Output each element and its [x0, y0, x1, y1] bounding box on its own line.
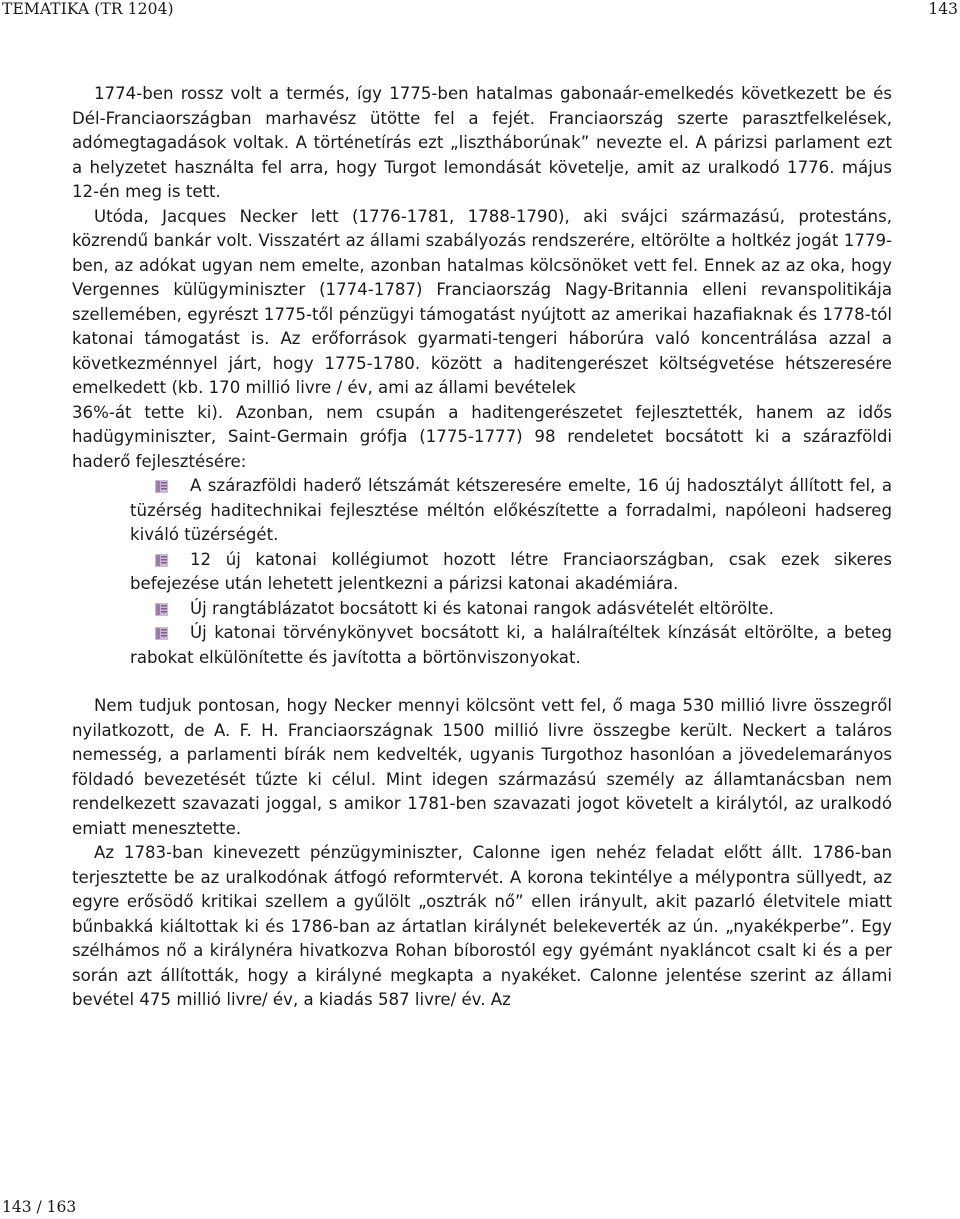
page-counter: 143 / 163: [2, 1198, 77, 1216]
list-item: [72, 597, 892, 622]
section-necker-calonne: [72, 694, 892, 1013]
list-item: [72, 474, 892, 548]
list-item-text: A szárazföldi haderő létszámát kétszeresére emelte, 16 új hadosztályt állított fel, a tüzérség haditechnikai fejlesztése méltón előkészítette a forradalmi, napóleoni hadsereg kiváló tüzérségét.: [130, 476, 892, 544]
list-item-text: Új rangtáblázatot bocsátott ki és katonai rangok adásvételét eltörölte.: [190, 598, 774, 618]
book-bullet-icon: [154, 602, 169, 617]
paragraph-3: 36%-át tette ki). Azonban, nem csupán a haditengerészetet fejlesztették, hanem az idős hadügyminiszter, Saint-Germain grófja (1775-1777) 98 rendeletet bocsátott ki a szárazföldi haderő fejlesztésére:: [72, 402, 892, 471]
list-item-text: Új katonai törvénykönyvet bocsátott ki, a halálraítéltek kínzását eltörölte, a beteg rabokat elkülönítette és javította a börtönviszonyokat.: [130, 623, 892, 667]
list-item-text: 12 új katonai kollégiumot hozott létre Franciaországban, csak ezek sikeres befejezése után lehetett jelentkezni a párizsi katonai akadémiára.: [130, 549, 892, 593]
document-header-title: TEMATIKA (TR 1204): [2, 0, 174, 18]
book-bullet-icon: [154, 626, 169, 641]
page-number: 143: [928, 0, 958, 18]
reform-list: [72, 474, 892, 670]
paragraph-1: 1774-ben rossz volt a termés, így 1775-ben hatalmas gabonaár-emelkedés következett be és Dél-Franciaországban marhavész ütötte fel a fejét. Franciaország szerte parasztfelkelések, adómegtagadások voltak. A történetírás ezt „lisztháborúnak” nevezte el. A párizsi parlament ezt a helyzetet használta fel arra, hogy Turgot lemondását követelje, amit az uralkodó 1776. május 12-én meg is tett.: [72, 84, 892, 201]
list-item: [72, 548, 892, 597]
paragraph-2: Utóda, Jacques Necker lett (1776-1781, 1788-1790), aki svájci származású, protestáns, közrendű bankár volt. Visszatért az állami szabályozás rendszerére, eltörölte a holtkéz jogát 1779-ben, az adókat ugyan nem emelte, azonban hatalmas kölcsönöket vett fel. Ennek az az oka, hogy Vergennes külügyminiszter (1774-1787) Franciaország Nagy-Britannia elleni revanspolitikája szellemében, egyrészt 1775-től pénzügyi támogatást nyújtott az amerikai hazafiaknak és 1778-tól katonai támogatást is. Az erőforrások gyarmati-tengeri háborúra való koncentrálása azzal a következménnyel járt, hogy 1775-1780. között a haditengerészet költségvetése hétszeresére emelkedett (kb. 170 millió livre / év, ami az állami bevételek: [72, 206, 892, 397]
book-bullet-icon: [154, 553, 169, 568]
document-body: [72, 82, 892, 1013]
book-bullet-icon: [154, 479, 169, 494]
paragraph-4: Nem tudjuk pontosan, hogy Necker mennyi kölcsönt vett fel, ő maga 530 millió livre összegről nyilatkozott, de A. F. H. Franciaországnak 1500 millió livre összegbe került. Neckert a taláros nemesség, a parlamenti bírák nem kedvelték, ugyanis Turgothoz hasonlóan a jövedelemarányos földadó bevezetését tűzte ki célul. Mint idegen származású személy az államtanácsban nem rendelkezett szavazati joggal, s amikor 1781-ben szavazati jogot követelt a királytól, az uralkodó emiatt menesztette.: [72, 696, 892, 838]
paragraph-5: Az 1783-ban kinevezett pénzügyminiszter, Calonne igen nehéz feladat előtt állt. 1786-ban terjesztette be az uralkodónak átfogó reformtervét. A korona tekintélye a mélypontra süllyedt, az egyre erősödő kritikai szellem a gyűlölt „osztrák nő” ellen irányult, akit pazarló életvitele miatt bűnbakká kiáltottak ki és 1786-ban az ártatlan királynét belekeverték az ún. „nyakékperbe”. Egy szélhámos nő a királynéra hivatkozva Rohan bíborostól egy gyémánt nyakláncot csalt ki és a per során azt állították, hogy a királyné megkapta a nyakéket. Calonne jelentése szerint az állami bevétel 475 millió livre/ év, a kiadás 587 livre/ év. Az: [72, 843, 892, 1009]
section-gap: [72, 670, 892, 694]
list-item: [72, 621, 892, 670]
